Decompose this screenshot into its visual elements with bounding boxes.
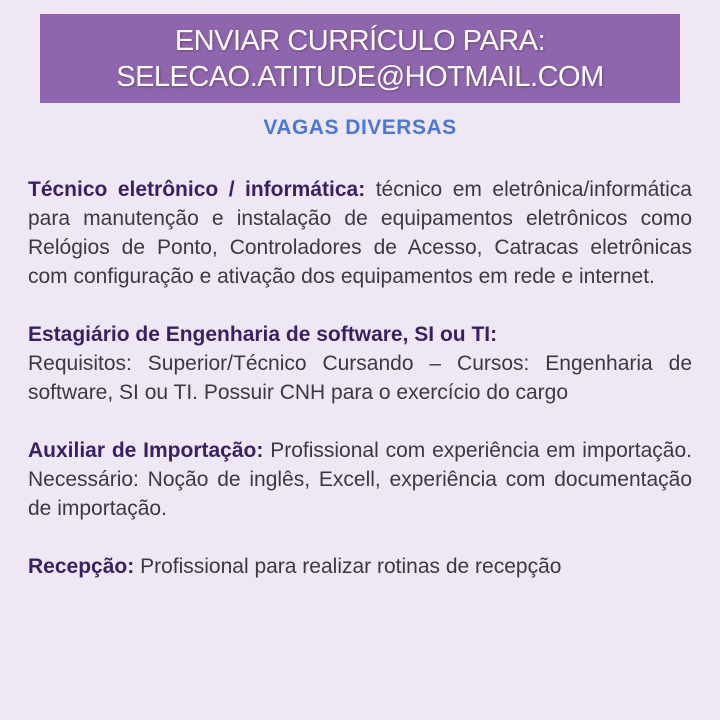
job-list xyxy=(28,175,692,610)
job-title: Técnico eletrônico / informática: xyxy=(28,178,366,201)
job-item-tecnico xyxy=(28,175,692,291)
job-item-recepcao xyxy=(28,552,692,581)
job-item-auxiliar-importacao xyxy=(28,436,692,523)
page-subtitle: VAGAS DIVERSAS xyxy=(263,116,457,139)
banner-line-1: ENVIAR CURRÍCULO PARA: xyxy=(174,24,546,57)
job-title: Recepção: xyxy=(28,555,135,578)
email-banner xyxy=(40,14,680,103)
job-title: Estagiário de Engenharia de software, SI ou TI: xyxy=(28,323,498,346)
job-description: Profissional para realizar rotinas de recepção xyxy=(140,555,562,578)
job-description: Profissional com experiência em importação. Necessário: Noção de inglês, Excell, experiência com documentação de importação. xyxy=(28,439,692,520)
job-item-estagiario xyxy=(28,320,692,407)
job-description: técnico em eletrônica/informática para manutenção e instalação de equipamentos eletrônicos como Relógios de Ponto, Controladores de Acesso, Catracas eletrônicas com configuração e ativação dos equipamentos em rede e internet. xyxy=(28,178,692,288)
job-description: Requisitos: Superior/Técnico Cursando – Cursos: Engenharia de software, SI ou TI. Possuir CNH para o exercício do cargo xyxy=(28,352,692,404)
job-title: Auxiliar de Importação: xyxy=(28,439,264,462)
banner-email: SELECAO.ATITUDE@HOTMAIL.COM xyxy=(116,60,604,93)
